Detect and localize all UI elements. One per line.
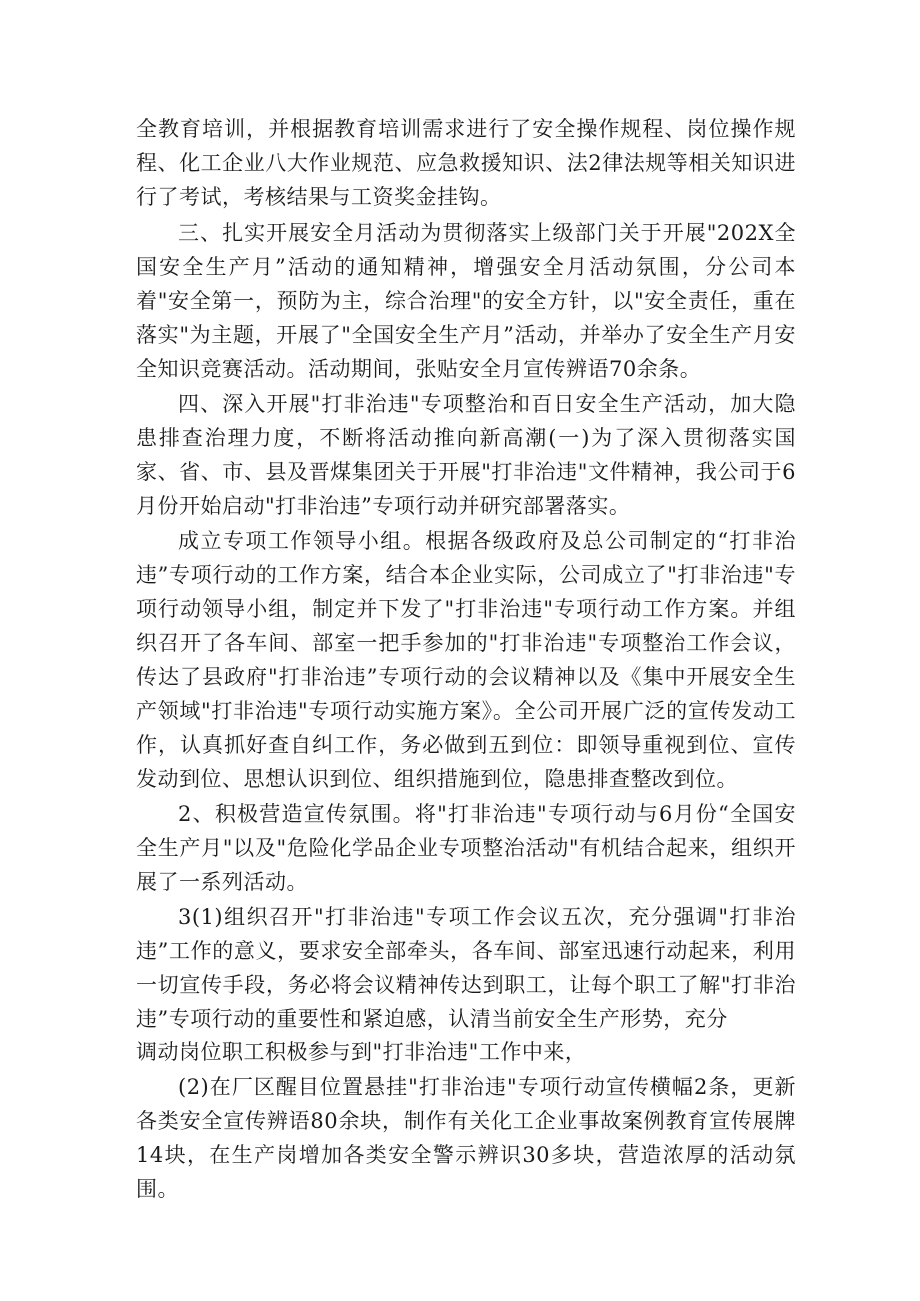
paragraph-meetings: 3(1)组织召开"打非治违"专项工作会议五次，充分强调"打非治违”工作的意义，要求安全部牵头，各车间、部室迅速行动起来，利用一切宣传手段，务必将会议精神传达到职工，让每个职工了解"打非治违”专项行动的重要性和紧迫感，认清当前安全生产形势，充分 — [136, 905, 796, 1031]
paragraph-leadership-group: 成立专项工作领导小组。根据各级政府及总公司制定的“打非治违”专项行动的工作方案，结合本企业实际，公司成立了"打非治违"专项行动领导小组，制定并下发了"打非治违"专项行动工作方案。并组织召开了各车间、部室一把手参加的"打非治违"专项整治工作会议，传达了县政府"打非治违”专项行动的会议精神以及《集中开展安全生产领域"打非治违"专项行动实施方案》。全公司开展广泛的宣传发动工作，认真抓好查自纠工作，务必做到五到位：即领导重视到位、宣传发动到位、思想认识到位、组织措施到位，隐患排查整改到位。 — [136, 529, 796, 791]
paragraph-publicity: 2、积极营造宣传氛围。将"打非治违"专项行动与6月份“全国安全生产月"以及"危险化学品企业专项整治活动"有机结合起来，组织开展了一系列活动。 — [136, 802, 796, 894]
paragraph-safety-month: 三、扎实开展安全月活动为贯彻落实上级部门关于开展"202X全国安全生产月”活动的通知精神，增强安全月活动氛围，分公司本着"安全第一，预防为主，综合治理"的安全方针，以"安全责任，重在落实"为主题，开展了"全国安全生产月”活动，并举办了安全生产月安全知识竞赛活动。活动期间，张贴安全月宣传辨语70余条。 — [136, 221, 796, 381]
paragraph-meetings-continued: 调动岗位职工积极参与到"打非治违"工作中来， — [136, 1040, 587, 1064]
paragraph-training: 全教育培训，并根据教育培训需求进行了安全操作规程、岗位操作规程、化工企业八大作业规范、应急救援知识、法2律法规等相关知识进行了考试，考核结果与工资奖金挂钩。 — [136, 117, 796, 209]
paragraph-campaign: 四、深入开展"打非治违"专项整治和百日安全生产活动，加大隐患排查治理力度，不断将活动推向新高潮(一)为了深入贯彻落实国家、省、市、县及晋煤集团关于开展"打非治违"文件精神，我公司于6月份开始启动"打非治违”专项行动并研究部署落实。 — [136, 392, 796, 518]
paragraph-banners: (2)在厂区醒目位置悬挂"打非治违"专项行动宣传横幅2条，更新各类安全宣传辨语80余块，制作有关化工企业事故案例教育宣传展牌14块，在生产岗增加各类安全警示辨识30多块，营造浓厚的活动氛围。 — [136, 1075, 796, 1201]
